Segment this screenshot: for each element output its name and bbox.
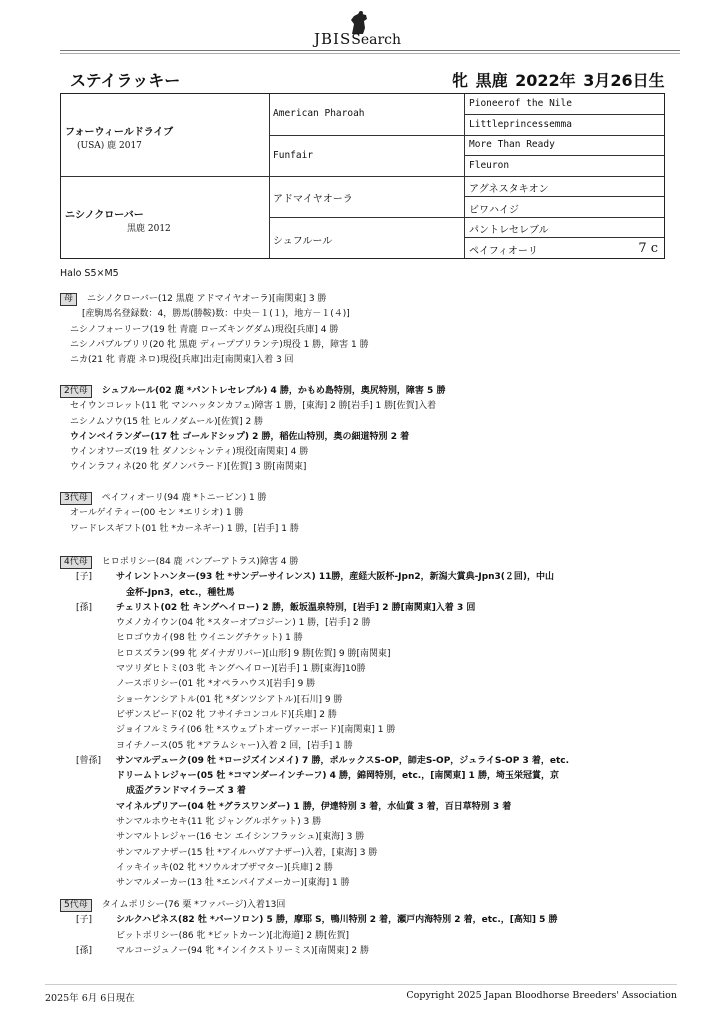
sire-name[interactable]: フォーウィールドライブ <box>65 127 174 138</box>
family-gen1 <box>60 292 680 368</box>
gen4-grand: ジョイフルミライ(06 牡 *スウェプトオーヴァーボード)[南関東] 1 勝 <box>116 725 396 736</box>
divider <box>464 114 664 115</box>
gen2-line: セイウンコレット(11 牝 マンハッタンカフェ)障害 1 勝，[東海] 2 勝[岩手] 1 勝[佐賀]入着 <box>70 401 437 412</box>
header-rule <box>60 50 680 51</box>
horse-info: 牝 黒鹿 2022年 3月26日生 <box>452 71 665 90</box>
divider <box>464 237 664 238</box>
gen2-line: ウインラフィネ(20 牝 ダノンバラード)[佐賀] 3 勝[南関東] <box>70 462 307 473</box>
gen4-great: サンマルトレジャー(16 セン エイシンフラッシュ)[東海] 3 勝 <box>116 832 365 843</box>
gen1-line: ニシノクローバー(12 黒鹿 アドマイヤオーラ)[南関東] 3 勝 <box>87 294 327 304</box>
logo-text-search: Search <box>351 32 402 48</box>
dss[interactable]: アグネスタキオン <box>469 184 549 195</box>
dam-sire[interactable]: アドマイヤオーラ <box>273 194 353 205</box>
gen1-line: ニシノパブルブリリ(20 牝 黒鹿 ディープブリランテ)現役 1 勝，障害 1 勝 <box>70 339 369 350</box>
label-grand: [孫] <box>76 945 93 956</box>
logo-text-jbis: JBIS <box>314 30 352 48</box>
family-code: 7 c <box>638 241 658 256</box>
gen5-grand: マルコージュノー(94 牝 *インイクストリーミス)[南関東] 2 勝 <box>116 945 369 956</box>
label-grand: [孫] <box>76 602 93 613</box>
sdd[interactable]: Fleuron <box>469 160 510 171</box>
pedigree-table <box>60 93 665 259</box>
sire-dam[interactable]: Funfair <box>273 150 314 161</box>
gen4-grand: ヨイチノース(05 牝 *アラムシャー)入着 2 回，[岩手] 1 勝 <box>116 740 353 751</box>
divider <box>464 155 664 156</box>
gen2-line: ウインオワーズ(19 牡 ダノンシャンティ)現役[南関東] 4 勝 <box>70 447 309 458</box>
gen4-tag: 4代母 <box>60 556 92 569</box>
header-rule-2 <box>60 53 680 54</box>
divider <box>269 217 664 218</box>
gen4-head: ヒロポリシー(84 鹿 バンブーアトラス)障害 4 勝 <box>101 557 299 567</box>
gen2-tag: 2代母 <box>60 385 92 398</box>
gen4-great: サンマルメーカー(13 牡 *エンパイアメーカー)[東海] 1 勝 <box>116 878 350 889</box>
dam-sub: 黒鹿 2012 <box>127 224 171 234</box>
label-great: [曾孫] <box>76 755 102 766</box>
family-gen3 <box>60 491 680 537</box>
gen1-line: [産駒馬名登録数：4，勝馬(勝鞍)数：中央－１(１)，地方－１(４)] <box>82 309 350 320</box>
gen4-grand: ビザンスピード(02 牝 フサイチコンコルド)[兵庫] 2 勝 <box>116 709 337 720</box>
label-child: [子] <box>76 915 93 926</box>
jbis-logo[interactable] <box>300 10 430 50</box>
gen4-great: サンマルアナザー(15 牡 *アイルハヴアナザー)入着，[東海] 3 勝 <box>116 847 378 858</box>
dds[interactable]: パントレセレブル <box>469 225 549 236</box>
gen4-grand: ヒロゴウカイ(98 牡 ウイニングチケット) 1 勝 <box>116 633 303 644</box>
gen1-line: ニシノフォーリーフ(19 牡 青鹿 ローズキングダム)現役[兵庫] 4 勝 <box>70 324 339 335</box>
gen2-line: ニシノムソウ(15 牡 ヒルノダムール)[佐賀] 2 勝 <box>70 416 264 427</box>
dam-cell[interactable] <box>65 206 171 234</box>
gen1-line: ニカ(21 牝 青鹿 ネロ)現役[兵庫]出走[南関東]入着 3 回 <box>70 355 294 366</box>
gen4-grand: ヒロスズラン(99 牝 ダイナガリバー)[山形] 9 勝[佐賀] 9 勝[南関東] <box>116 648 391 659</box>
gen5-head: タイムポリシー(76 栗 *ファバージ)入着13回 <box>101 900 286 910</box>
label-child: [子] <box>76 572 93 583</box>
dam-dam[interactable]: シュフルール <box>273 236 333 247</box>
gen5-child: シルクハピネス(82 牡 *パーソロン) 5 勝，摩耶 S，鴨川特別 2 着，瀬戸内海特別 2 着，etc.，[高知] 5 勝 <box>116 915 558 926</box>
gen4-grand: ウメノカイウン(04 牝 *スターオブコジーン) 1 勝，[岩手] 2 勝 <box>116 618 371 629</box>
divider <box>464 196 664 197</box>
sire-sire[interactable]: American Pharoah <box>273 108 365 119</box>
footer-date: 2025年 6月 6日現在 <box>45 993 135 1004</box>
gen3-tag: 3代母 <box>60 492 92 505</box>
logo-text <box>314 30 401 48</box>
gen4-great-cont: 成盃グランドマイラーズ 3 着 <box>126 786 246 797</box>
gen4-grand: ショーケンシアトル(01 牝 *ダンツシアトル)[石川] 9 勝 <box>116 694 343 705</box>
ddd[interactable]: ペイフィオーリ <box>469 246 538 257</box>
gen4-child-cont: 金杯-Jpn3，etc.，種牡馬 <box>126 587 235 598</box>
horse-name: ステイラッキー <box>70 71 181 90</box>
gen4-grand: ノースポリシー(01 牝 *オペラハウス)[岩手] 9 勝 <box>116 679 316 690</box>
gen4-grand: チェリスト(02 牡 キングヘイロー) 2 勝，飯坂温泉特別，[岩手] 2 勝[南関東]入着 3 回 <box>116 602 476 613</box>
gen3-line: ペイフィオーリ(94 鹿 *トニービン) 1 勝 <box>101 493 267 503</box>
gen4-great: マイネルプリアー(04 牡 *グラスワンダー) 1 勝，伊達特別 3 着，水仙賞 3 着，百日草特別 3 着 <box>116 801 512 812</box>
gen4-great: イッキイッキ(02 牝 *ソウルオブザマター)[兵庫] 2 勝 <box>116 862 333 873</box>
gen4-great: サンマルホウセキ(11 牝 ジャングルポケット) 3 勝 <box>116 817 322 828</box>
gen2-line: ウインベイランダー(17 牡 ゴールドシップ) 2 勝，稲佐山特別，奥の細道特別 2 着 <box>70 431 410 442</box>
gen3-line: ワードレスギフト(01 牡 *カーネギー) 1 勝，[岩手] 1 勝 <box>70 523 299 534</box>
footer-copyright: Copyright 2025 Japan Bloodhorse Breeders' Association <box>406 990 677 1001</box>
gen4-great: ドリームトレジャー(05 牡 *コマンダーインチーフ) 4 勝，錦岡特別，etc.，[南関東] 1 勝，埼玉栄冠賞，京 <box>116 771 559 782</box>
dsd[interactable]: ビワハイジ <box>469 205 519 216</box>
gen2-line: シュフルール(02 鹿 *パントレセレブル) 4 勝，かもめ島特別，奥尻特別，障害 5 勝 <box>101 386 446 396</box>
gen4-child: サイレントハンター(93 牡 *サンデーサイレンス) 11勝，産経大阪杯-Jpn2，新潟大賞典-Jpn3(２回)，中山 <box>116 572 555 583</box>
gen5-child: ビットポリシー(86 牝 *ビットカーン)[北海道] 2 勝[佐賀] <box>116 930 350 941</box>
family-gen5 <box>60 898 680 959</box>
gen4-great: サンマルデューク(09 牡 *ロージズインメイ) 7 勝，ポルックスS-OP，師走S-OP，ジュライS-OP 3 着，etc. <box>116 755 569 766</box>
family-gen4 <box>60 555 680 892</box>
ssd[interactable]: Littleprincessemma <box>469 119 572 130</box>
sds[interactable]: More Than Ready <box>469 139 555 150</box>
gen3-line: オールゲイティー(00 セン *エリシオ) 1 勝 <box>70 508 244 519</box>
sss[interactable]: Pioneerof the Nile <box>469 98 572 109</box>
gen1-tag: 母 <box>60 293 77 306</box>
divider <box>61 176 664 177</box>
sire-sub: (USA) 鹿 2017 <box>77 141 142 151</box>
divider <box>269 135 664 136</box>
inbreeding-cross: Halo S5×M5 <box>60 268 119 279</box>
footer-rule <box>45 984 677 985</box>
family-gen2 <box>60 384 680 476</box>
dam-name[interactable]: ニシノクローバー <box>65 210 144 221</box>
gen4-grand: マツリダヒトミ(03 牝 キングヘイロー)[岩手] 1 勝[東海]10勝 <box>116 664 366 675</box>
sire-cell[interactable] <box>65 123 173 151</box>
gen5-tag: 5代母 <box>60 899 92 912</box>
